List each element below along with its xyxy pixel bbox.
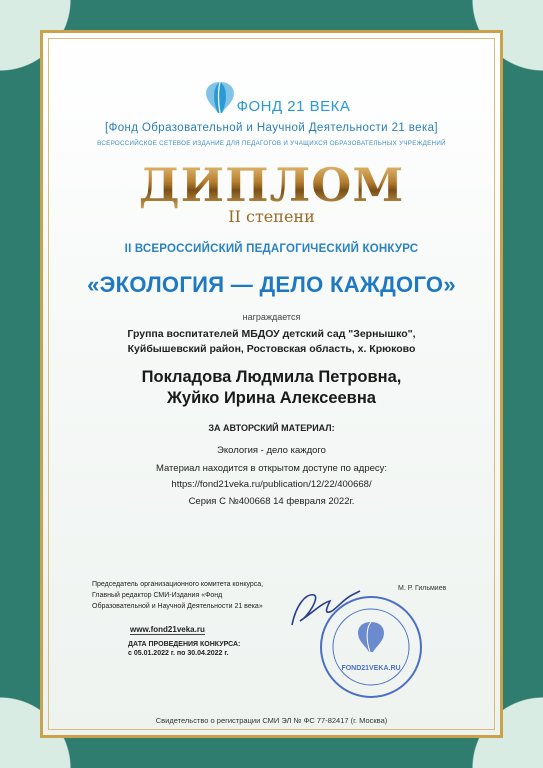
dates-label: ДАТА ПРОВЕДЕНИЯ КОНКУРСА: bbox=[128, 641, 241, 648]
access-text: Материал находится в открытом доступе по адресу: bbox=[155, 463, 388, 474]
registration-footer: Свидетельство о регистрации СМИ ЭЛ № ФС 77-82417 (г. Москва) bbox=[155, 716, 388, 725]
org-subtitle: ВСЕРОССИЙСКОЕ СЕТЕВОЕ ИЗДАНИЕ ДЛЯ ПЕДАГОГОВ И УЧАЩИХСЯ ОБРАЗОВАТЕЛЬНЫХ УЧРЕЖДЕНИЙ bbox=[97, 140, 446, 147]
chair-line-2: Главный редактор СМИ-Издания «Фонд bbox=[92, 592, 223, 599]
chair-line-3: Образовательной и Научной Деятельности 21 века» bbox=[92, 603, 263, 610]
chair-line-1: Председатель организационного комитета конкурса, bbox=[92, 581, 264, 588]
material-url: https://fond21veka.ru/publication/12/22/400668/ bbox=[171, 479, 372, 490]
recipient-name-2: Жуйко Ирина Алексеевна bbox=[167, 389, 376, 407]
recipient-name-1: Покладова Людмила Петровна, bbox=[141, 368, 402, 386]
material-heading: ЗА АВТОРСКИЙ МАТЕРИАЛ: bbox=[208, 423, 335, 433]
awarded-label: награждается bbox=[242, 312, 301, 322]
group-line-1: Группа воспитателей МБДОУ детский сад "Зернышко", bbox=[127, 328, 416, 340]
logo-text: ФОНД 21 ВЕКА bbox=[236, 98, 351, 115]
material-title: Экология - дело каждого bbox=[217, 445, 326, 456]
website-link[interactable]: www.fond21veka.ru bbox=[130, 625, 205, 634]
signer-name: М. Р. Гильмиев bbox=[398, 585, 447, 592]
stamp-text: FOND21VEKA.RU bbox=[341, 665, 401, 672]
series-number: Серия С №400668 14 февраля 2022г. bbox=[188, 496, 355, 507]
contest-name: «ЭКОЛОГИЯ — ДЕЛО КАЖДОГО» bbox=[87, 272, 456, 297]
contest-label: II ВСЕРОССИЙСКИЙ ПЕДАГОГИЧЕСКИЙ КОНКУРС bbox=[124, 243, 419, 255]
dates-value: с 05.01.2022 г. по 30.04.2022 г. bbox=[128, 650, 229, 657]
diploma-degree: II степени bbox=[228, 207, 315, 226]
stamp-icon bbox=[316, 592, 426, 702]
group-line-2: Куйбышевский район, Ростовская область, х. Крюково bbox=[127, 343, 416, 355]
org-name: [Фонд Образовательной и Научной Деятельности 21 века] bbox=[104, 122, 439, 134]
diploma-title: ДИПЛОМ bbox=[0, 158, 543, 212]
